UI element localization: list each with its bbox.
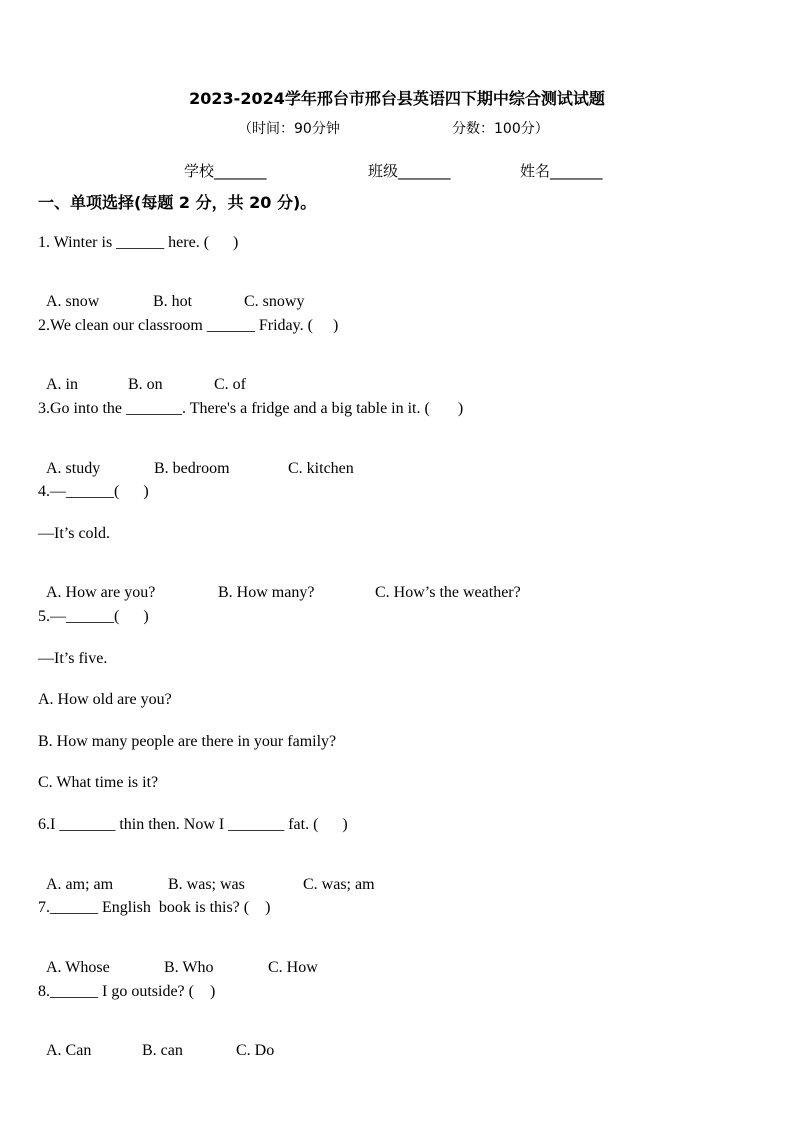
option-a: A. study <box>46 460 101 477</box>
option-b: B. How many people are there in your family? <box>38 733 337 750</box>
question-stem: 2.We clean our classroom ______ Friday. ( ) <box>38 317 339 334</box>
option-c: C. Do <box>236 1042 275 1059</box>
class-field: 班级_______ <box>368 162 451 180</box>
option-b: B. can <box>142 1042 183 1059</box>
option-b: B. bedroom <box>154 460 230 477</box>
option-c: C. snowy <box>244 293 305 310</box>
option-a: A. Whose <box>46 959 110 976</box>
question-stem: 6.I _______ thin then. Now I _______ fat. ( ) <box>38 816 348 833</box>
question-stem: 8.______ I go outside? ( ) <box>38 983 216 1000</box>
option-b: B. Who <box>164 959 214 976</box>
question-stem: 7.______ English book is this? ( ) <box>38 899 271 916</box>
question-options <box>38 442 354 478</box>
option-b: B. was; was <box>168 876 245 893</box>
question-options <box>38 941 318 977</box>
option-a: A. Can <box>46 1042 92 1059</box>
option-c: C. kitchen <box>288 460 354 477</box>
option-a: A. snow <box>46 293 100 310</box>
question-options <box>38 358 246 394</box>
option-c: C. How’s the weather? <box>375 584 521 601</box>
option-a: A. in <box>46 376 78 393</box>
option-b: B. on <box>128 376 163 393</box>
question-stem: 1. Winter is ______ here. ( ) <box>38 234 239 251</box>
option-a: A. How are you? <box>46 584 156 601</box>
option-a: A. How old are you? <box>38 691 172 708</box>
question-answer-line: —It’s cold. <box>38 525 110 542</box>
name-field: 姓名_______ <box>520 162 603 180</box>
page-title: 2023-2024学年邢台市邢台县英语四下期中综合测试试题 <box>189 89 605 108</box>
question-stem: 3.Go into the _______. There's a fridge and a big table in it. ( ) <box>38 400 464 417</box>
question-options <box>38 566 521 602</box>
question-options <box>38 275 304 311</box>
option-c: C. was; am <box>303 876 375 893</box>
question-options <box>38 1024 274 1060</box>
section-heading: 一、单项选择(每题 2 分，共 20 分)。 <box>38 193 317 212</box>
school-field: 学校_______ <box>184 162 267 180</box>
option-b: B. How many? <box>218 584 315 601</box>
option-c: C. What time is it? <box>38 774 159 791</box>
exam-score: 分数：100分） <box>452 121 549 137</box>
option-b: B. hot <box>153 293 193 310</box>
option-a: A. am; am <box>46 876 114 893</box>
question-stem: 5.—______( ) <box>38 608 149 625</box>
question-options <box>38 858 375 894</box>
question-stem: 4.—______( ) <box>38 483 149 500</box>
option-c: C. of <box>214 376 246 393</box>
question-answer-line: —It’s five. <box>38 650 108 667</box>
option-c: C. How <box>268 959 318 976</box>
exam-time: （时间：90分钟 <box>238 121 340 137</box>
